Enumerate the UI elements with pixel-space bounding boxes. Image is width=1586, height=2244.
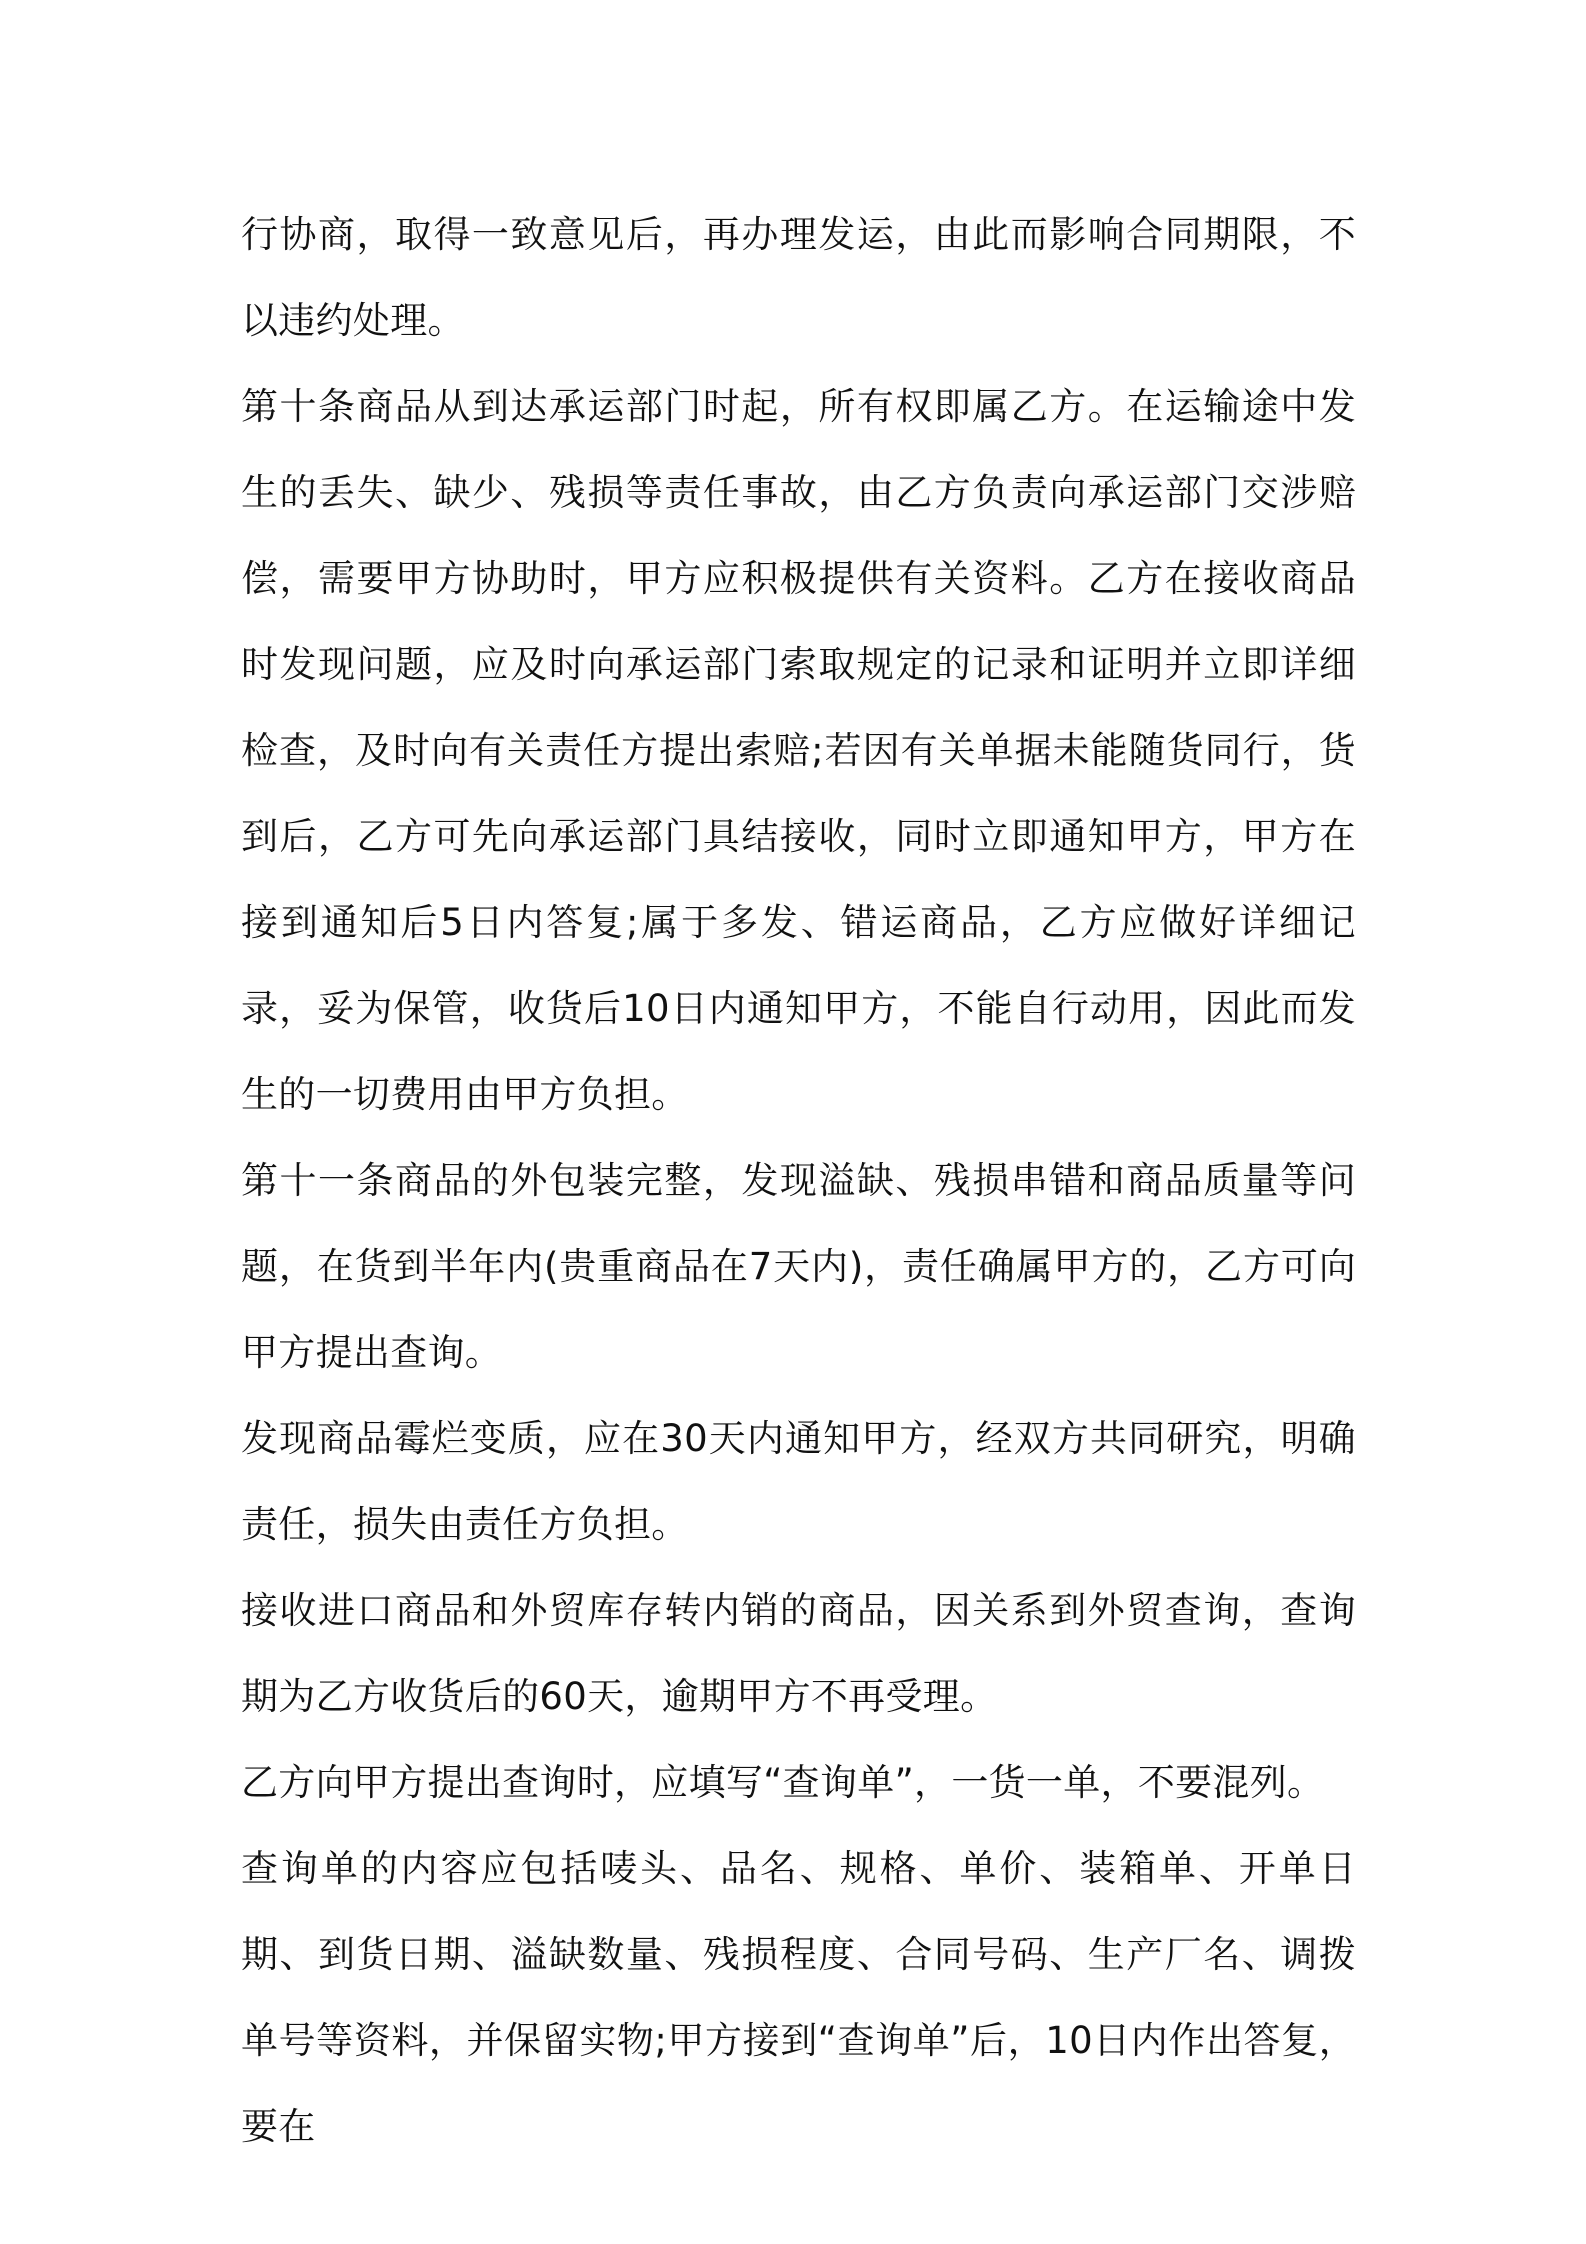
paragraph-import-goods: 接收进口商品和外贸库存转内销的商品，因关系到外贸查询，查询期为乙方收货后的60天，逾期甲方不再受理。 bbox=[241, 1589, 1356, 1718]
paragraph-article-11: 第十一条商品的外包装完整，发现溢缺、残损串错和商品质量等问题，在货到半年内(贵重商品在7天内)，责任确属甲方的，乙方可向甲方提出查询。 bbox=[241, 1159, 1356, 1374]
paragraph-inquiry-form: 乙方向甲方提出查询时，应填写“查询单”，一货一单，不要混列。 bbox=[241, 1761, 1325, 1804]
paragraph-inquiry-content: 查询单的内容应包括唛头、品名、规格、单价、装箱单、开单日期、到货日期、溢缺数量、残损程度、合同号码、生产厂名、调拨单号等资料，并保留实物;甲方接到“查询单”后，10日内作出答复，要在 bbox=[241, 1847, 1356, 2148]
paragraph-article-10: 第十条商品从到达承运部门时起，所有权即属乙方。在运输途中发生的丢失、缺少、残损等责任事故，由乙方负责向承运部门交涉赔偿，需要甲方协助时，甲方应积极提供有关资料。乙方在接收商品时发现问题，应及时向承运部门索取规定的记录和证明并立即详细检查，及时向有关责任方提出索赔;若因有关单据未能随货同行，货到后，乙方可先向承运部门具结接收，同时立即通知甲方，甲方在接到通知后5日内答复;属于多发、错运商品，乙方应做好详细记录，妥为保管，收货后10日内通知甲方，不能自行动用，因此而发生的一切费用由甲方负担。 bbox=[241, 385, 1356, 1116]
document-body bbox=[241, 192, 1356, 2170]
paragraph-mildew: 发现商品霉烂变质，应在30天内通知甲方，经双方共同研究，明确责任，损失由责任方负担。 bbox=[241, 1417, 1356, 1546]
paragraph-continuation: 行协商，取得一致意见后，再办理发运，由此而影响合同期限，不以违约处理。 bbox=[241, 213, 1356, 342]
